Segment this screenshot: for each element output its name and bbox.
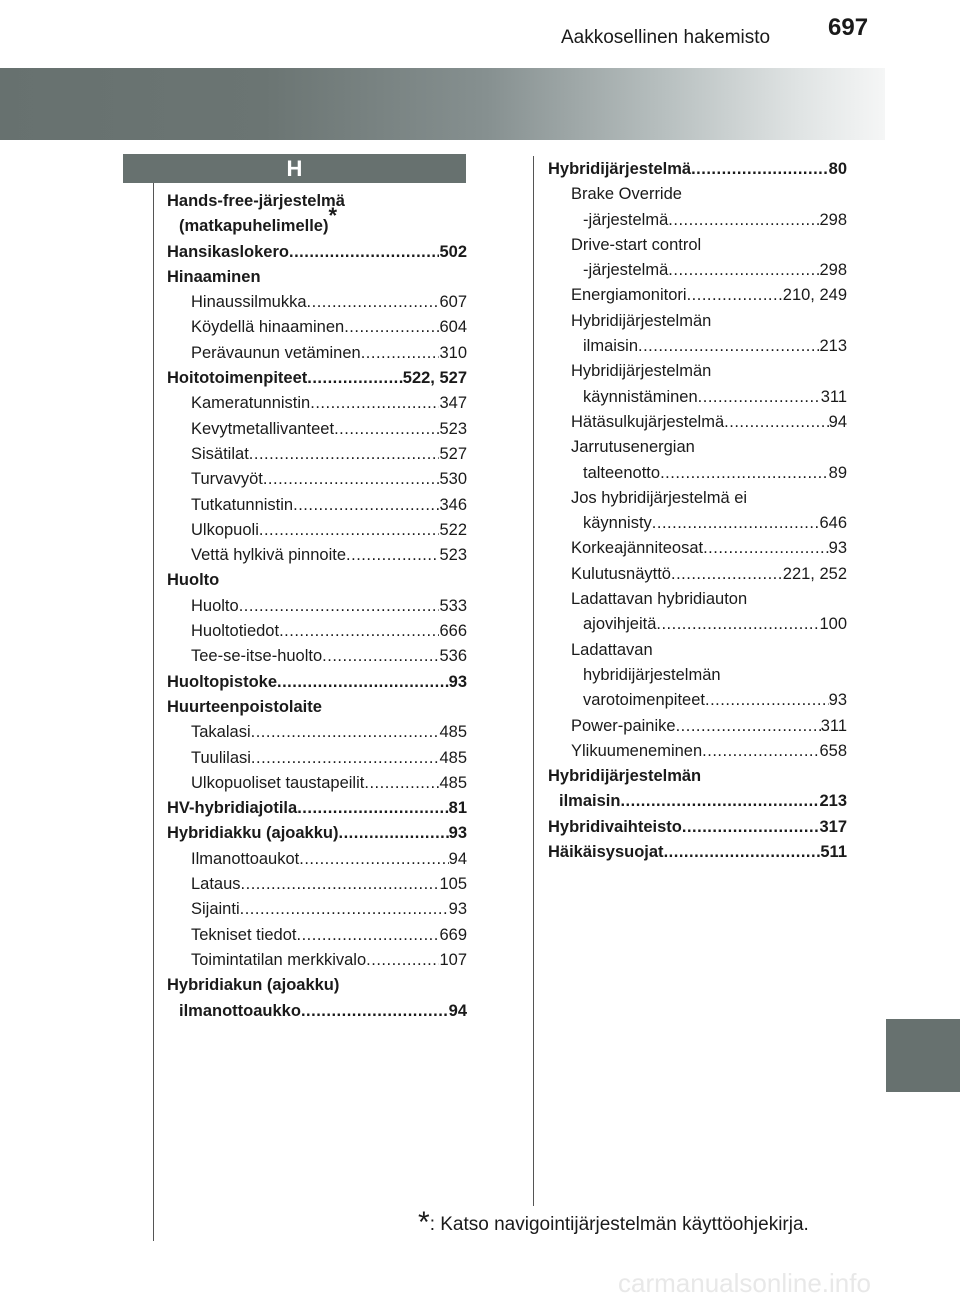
index-subentry: Tekniset tiedot ..... 669 (167, 923, 467, 948)
index-subentry: Jos hybridijärjestelmä ei (571, 488, 748, 507)
index-entry: (matkapuhelimelle)* (179, 202, 338, 236)
index-subentry: Ylikuumeneminen ..... 658 (548, 739, 847, 764)
index-entry: Huolto (167, 571, 220, 590)
left-column-rule (153, 183, 154, 1241)
index-subentry: käynnistäminen ..... 311 (548, 385, 847, 410)
index-subentry: Energiamonitori ..... 210, 249 (548, 283, 847, 308)
index-subentry: Huolto ..... 533 (167, 594, 467, 619)
column-divider (533, 156, 534, 1206)
index-entry: Hansikaslokero ..... 502 (167, 240, 467, 265)
index-subentry: ajovihjeitä ..... 100 (548, 612, 847, 637)
index-entry: Hoitotoimenpiteet ..... 522, 527 (167, 366, 467, 391)
section-letter-header: H (123, 154, 466, 183)
index-entry: Häikäisysuojat ..... 511 (548, 840, 847, 865)
footnote: *: Katso navigointijärjestelmän käyttöohjekirja. (418, 1206, 809, 1239)
index-subentry: käynnisty ..... 646 (548, 511, 847, 536)
thumb-index-tab (886, 1019, 960, 1092)
index-subentry: Brake Override (571, 185, 682, 204)
index-subentry: ilmaisin ..... 213 (548, 334, 847, 359)
index-subentry: Tuulilasi ..... 485 (167, 746, 467, 771)
header-banner (0, 68, 885, 140)
index-entry: Hybridiakku (ajoakku) ..... 93 (167, 821, 467, 846)
header-title: Aakkosellinen hakemisto (561, 27, 771, 48)
index-subentry: hybridijärjestelmän (583, 665, 721, 684)
footnote-star: * (418, 1206, 430, 1239)
index-subentry: Huoltotiedot ..... 666 (167, 619, 467, 644)
index-subentry: Drive-start control (571, 235, 702, 254)
index-subentry: Vettä hylkivä pinnoite ..... 523 (167, 543, 467, 568)
index-subentry: Jarrutusenergian (571, 438, 695, 457)
index-subentry: Hinaussilmukka ..... 607 (167, 290, 467, 315)
index-subentry: varotoimenpiteet ..... 93 (548, 688, 847, 713)
footnote-star: * (328, 202, 338, 228)
index-subentry: Hybridijärjestelmän (571, 362, 712, 381)
index-subentry: Kevytmetallivanteet ..... 523 (167, 417, 467, 442)
index-subentry: Ulkopuoliset taustapeilit ..... 485 (167, 771, 467, 796)
index-entry: Huurteenpoistolaite (167, 697, 322, 716)
index-entry: Hinaaminen (167, 267, 261, 286)
index-subentry: Kulutusnäyttö ..... 221, 252 (548, 562, 847, 587)
index-entry: Hybridivaihteisto ..... 317 (548, 815, 847, 840)
index-column-right (548, 157, 847, 865)
index-subentry: Lataus ..... 105 (167, 872, 467, 897)
index-entry: ilmaisin ..... 213 (548, 789, 847, 814)
index-subentry: Hybridijärjestelmän (571, 311, 712, 330)
index-subentry: Ladattavan hybridiauton (571, 590, 748, 609)
index-entry: ilmanottoaukko ..... 94 (167, 999, 467, 1024)
index-subentry: Sisätilat ..... 527 (167, 442, 467, 467)
index-entry: Huoltopistoke ..... 93 (167, 670, 467, 695)
index-subentry: Perävaunun vetäminen ..... 310 (167, 341, 467, 366)
index-subentry: Takalasi ..... 485 (167, 720, 467, 745)
page-number: 697 (828, 14, 869, 41)
index-subentry: Toimintatilan merkkivalo ..... 107 (167, 948, 467, 973)
index-subentry: Tutkatunnistin ..... 346 (167, 493, 467, 518)
index-subentry: Sijainti ..... 93 (167, 897, 467, 922)
index-entry: HV-hybridiajotila ..... 81 (167, 796, 467, 821)
watermark: carmanualsonline.info (618, 1268, 871, 1298)
index-entry: Hybridiakun (ajoakku) (167, 976, 340, 995)
index-subentry: Power-painike ..... 311 (548, 714, 847, 739)
index-subentry: talteenotto ..... 89 (548, 461, 847, 486)
index-subentry: -järjestelmä ..... 298 (548, 258, 847, 283)
index-entry: Hands-free-järjestelmä (167, 192, 345, 210)
index-subentry: Turvavyöt ..... 530 (167, 467, 467, 492)
index-entry: Hybridijärjestelmä ..... 80 (548, 157, 847, 182)
index-entry: Hybridijärjestelmän (548, 767, 702, 786)
index-subentry: Tee-se-itse-huolto ..... 536 (167, 644, 467, 669)
index-subentry: Ladattavan (571, 640, 653, 659)
index-subentry: Köydellä hinaaminen ..... 604 (167, 315, 467, 340)
index-subentry: Kameratunnistin ..... 347 (167, 391, 467, 416)
index-subentry: Ulkopuoli ..... 522 (167, 518, 467, 543)
index-subentry: Korkeajänniteosat ..... 93 (548, 536, 847, 561)
index-subentry: Ilmanottoaukot ..... 94 (167, 847, 467, 872)
index-subentry: Hätäsulkujärjestelmä ..... 94 (548, 410, 847, 435)
index-column-left (167, 189, 467, 1024)
index-subentry: -järjestelmä ..... 298 (548, 208, 847, 233)
